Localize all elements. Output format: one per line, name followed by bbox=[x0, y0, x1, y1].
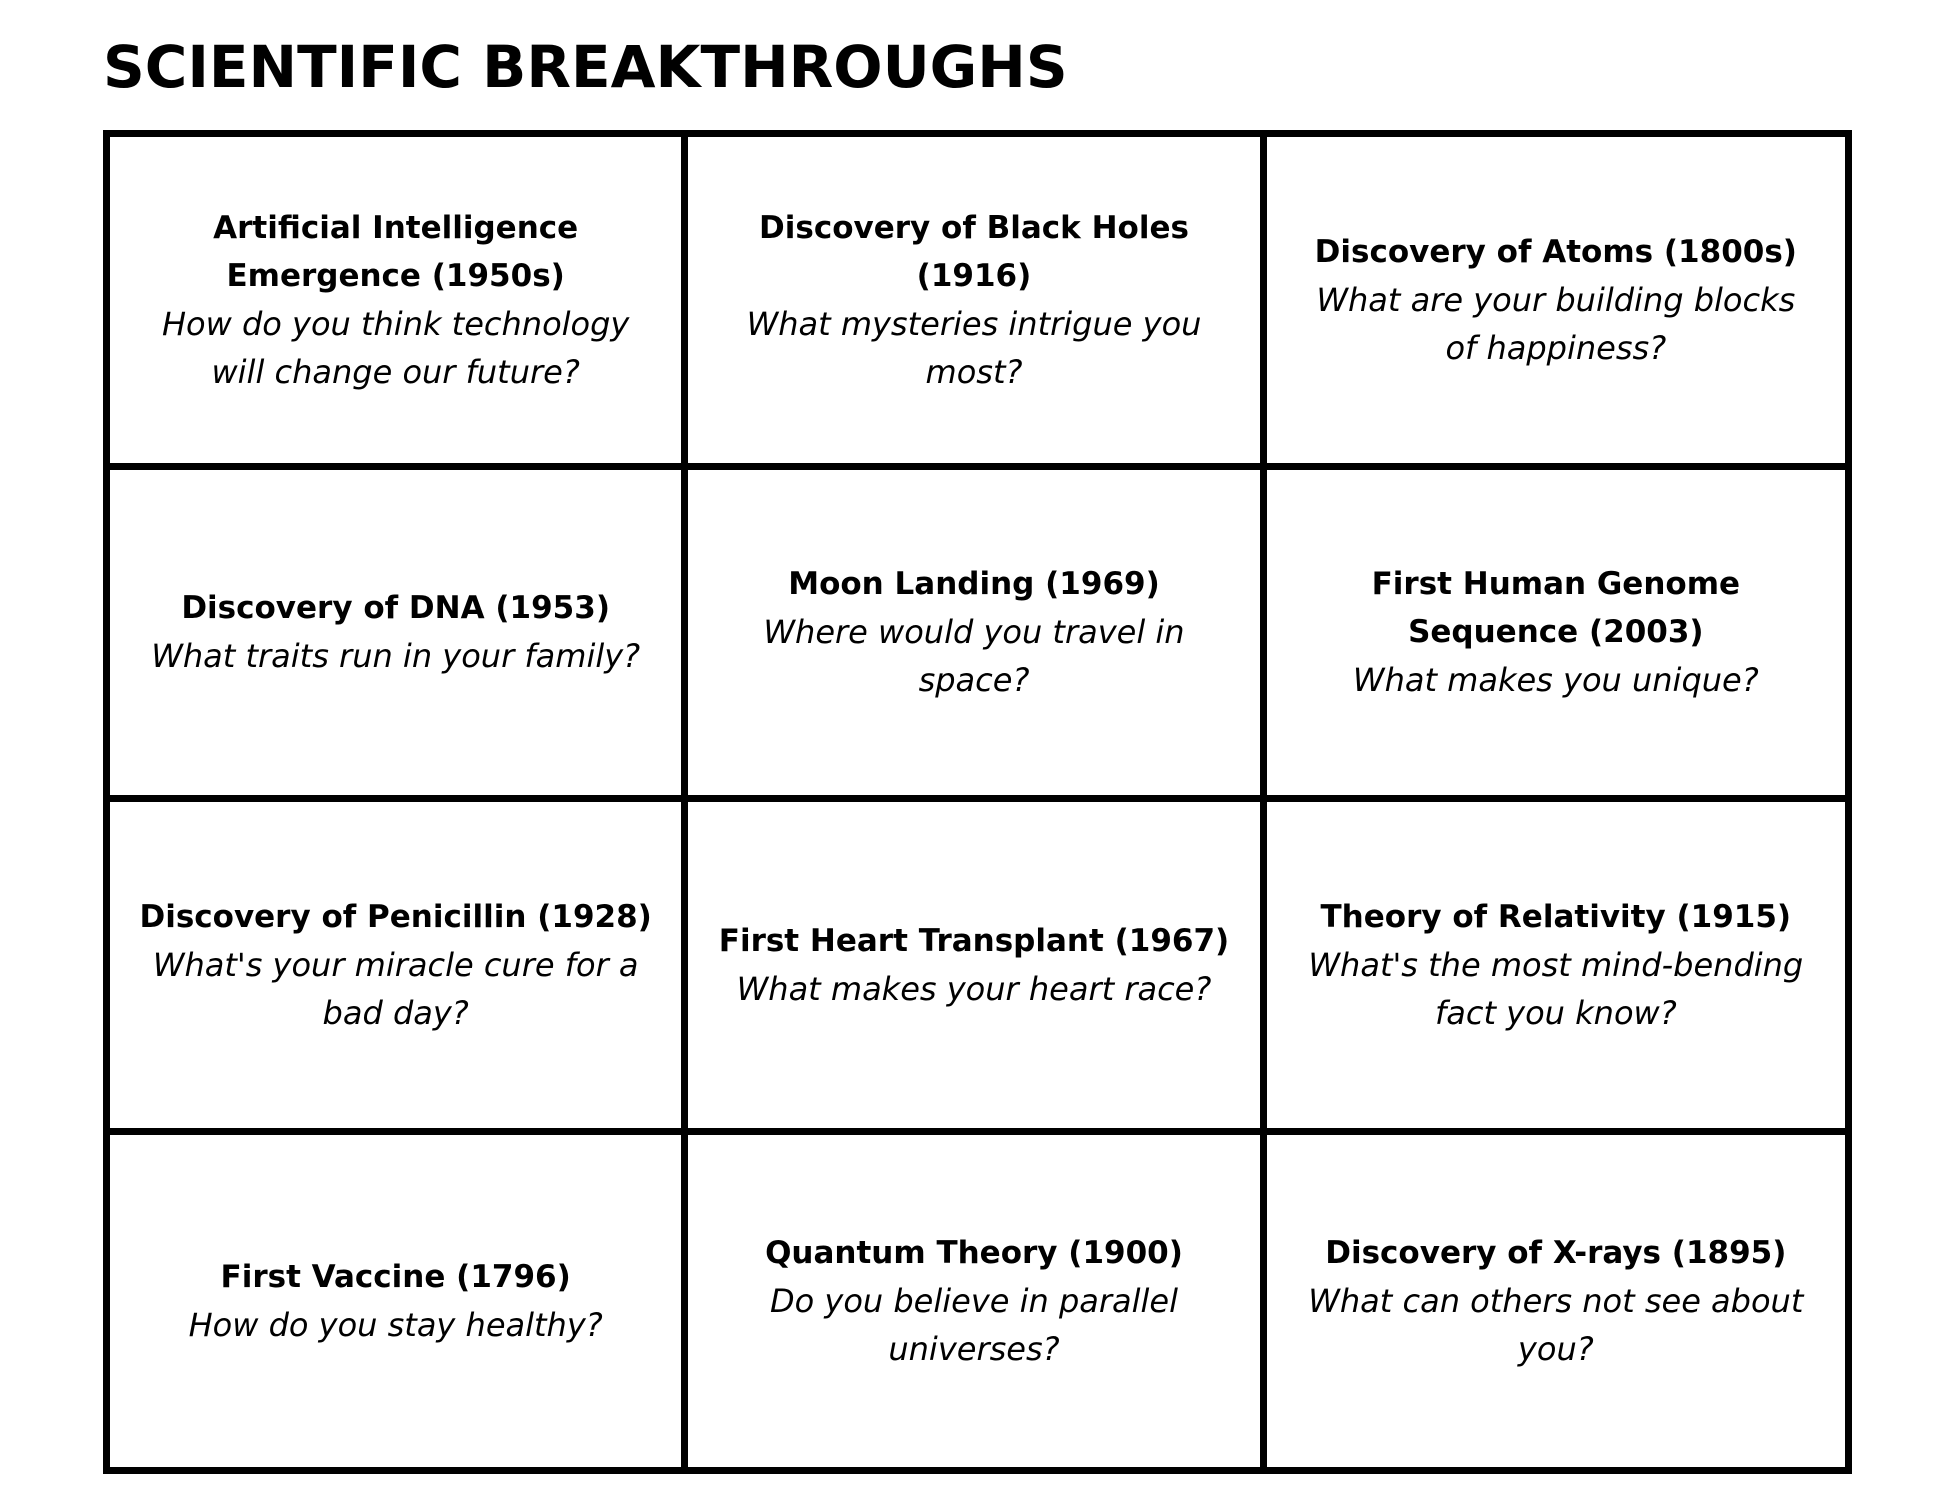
card-question: Where would you travel in space? bbox=[763, 613, 1185, 700]
card-cell bbox=[1267, 137, 1845, 470]
card-question: Do you believe in parallel universes? bbox=[769, 1281, 1178, 1368]
card-title: Moon Landing (1969) bbox=[788, 566, 1160, 603]
card-title: Discovery of Atoms (1800s) bbox=[1314, 233, 1797, 270]
breakthrough-grid bbox=[103, 130, 1852, 1474]
card-title: Artificial Intelligence Emergence (1950s) bbox=[213, 209, 579, 294]
card-question: What mysteries intrigue you most? bbox=[746, 304, 1202, 391]
card-cell bbox=[1267, 470, 1845, 803]
card-question: What makes your heart race? bbox=[736, 969, 1212, 1008]
card-cell bbox=[688, 137, 1266, 470]
card-cell bbox=[688, 802, 1266, 1135]
card-title: Quantum Theory (1900) bbox=[765, 1234, 1183, 1271]
card-cell bbox=[110, 470, 688, 803]
card-question: What's the most mind-bending fact you know? bbox=[1308, 945, 1804, 1032]
card-cell bbox=[110, 1135, 688, 1468]
card-question: What's your miracle cure for a bad day? bbox=[152, 945, 639, 1032]
card-title: First Vaccine (1796) bbox=[220, 1258, 571, 1295]
card-cell bbox=[1267, 1135, 1845, 1468]
card-cell bbox=[688, 470, 1266, 803]
card-question: What are your building blocks of happiness? bbox=[1316, 280, 1796, 367]
card-cell bbox=[110, 137, 688, 470]
card-title: First Heart Transplant (1967) bbox=[718, 922, 1230, 959]
card-title: First Human Genome Sequence (2003) bbox=[1371, 566, 1741, 651]
card-question: What makes you unique? bbox=[1352, 661, 1759, 700]
card-title: Discovery of Penicillin (1928) bbox=[139, 898, 652, 935]
card-question: How do you stay healthy? bbox=[188, 1305, 603, 1344]
card-question: What can others not see about you? bbox=[1308, 1281, 1804, 1368]
card-title: Discovery of X-rays (1895) bbox=[1325, 1234, 1787, 1271]
card-cell bbox=[110, 802, 688, 1135]
card-question: How do you think technology will change our future? bbox=[161, 304, 630, 391]
card-title: Discovery of Black Holes (1916) bbox=[759, 209, 1189, 294]
card-title: Theory of Relativity (1915) bbox=[1320, 898, 1792, 935]
card-title: Discovery of DNA (1953) bbox=[181, 590, 610, 627]
card-cell bbox=[688, 1135, 1266, 1468]
card-cell bbox=[1267, 802, 1845, 1135]
page-title: SCIENTIFIC BREAKTHROUGHS bbox=[103, 33, 1068, 101]
card-question: What traits run in your family? bbox=[151, 637, 641, 676]
